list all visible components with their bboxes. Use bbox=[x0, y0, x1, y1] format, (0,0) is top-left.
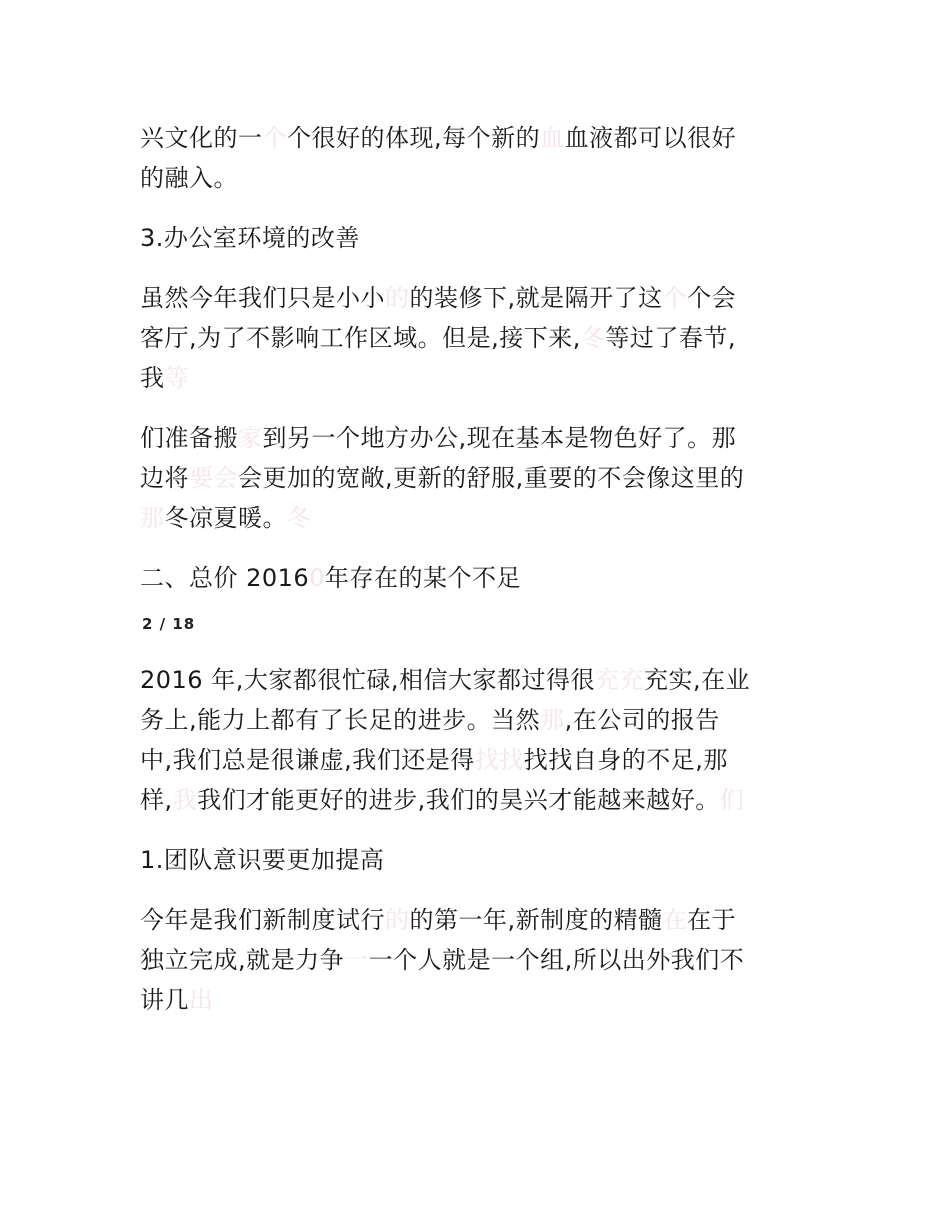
watermark-text: 家 bbox=[238, 424, 263, 452]
text-line: 客厅,为了不影响工作区域。但是,接下来,冬等过了春节, bbox=[140, 324, 737, 352]
paragraph-relocation bbox=[140, 418, 820, 538]
watermark-text: 要会 bbox=[189, 464, 238, 492]
watermark-text: 等 bbox=[164, 364, 189, 392]
watermark-text: 在 bbox=[662, 906, 688, 934]
section-heading-shortcomings: 二、总价 20160年存在的某个不足 bbox=[140, 564, 521, 592]
text-line: 务上,能力上都有了长足的进步。当然那,在公司的报告 bbox=[140, 706, 720, 734]
watermark-text: 找找 bbox=[474, 746, 524, 774]
paragraph-2016-review bbox=[140, 660, 820, 820]
text-line: 边将要会会更加的宽敞,更新的舒服,重要的不会像这里的 bbox=[140, 464, 745, 492]
watermark-text: 冬 bbox=[287, 504, 312, 532]
watermark-text: 血 bbox=[540, 124, 565, 152]
text-line: 我等 bbox=[140, 364, 189, 392]
text-line: 独立完成,就是力争一一个人就是一个组,所以出外我们不 bbox=[140, 946, 745, 974]
section-heading-teamwork: 1.团队意识要更加提高 bbox=[140, 846, 385, 874]
text-line: 虽然今年我们只是小小的的装修下,就是隔开了这个个会 bbox=[140, 284, 737, 312]
paragraph-culture bbox=[140, 118, 820, 198]
watermark-text: 我 bbox=[172, 786, 198, 814]
text-line: 们准备搬家到另一个地方办公,现在基本是物色好了。那 bbox=[140, 424, 737, 452]
page-number: 2 / 18 bbox=[142, 615, 196, 633]
text-line: 兴文化的一个个很好的体现,每个新的血血液都可以很好 bbox=[140, 124, 737, 152]
text-line: 样,我我们才能更好的进步,我们的昊兴才能越来越好。们 bbox=[140, 786, 745, 814]
text-line: 2016 年,大家都很忙碌,相信大家都过得很充充充实,在业 bbox=[140, 666, 751, 694]
watermark-text: 冬 bbox=[580, 324, 606, 352]
watermark-text: 一 bbox=[344, 946, 369, 974]
watermark-text: 的 bbox=[385, 284, 410, 312]
watermark-text: 那 bbox=[140, 504, 165, 532]
text-line: 今年是我们新制度试行的的第一年,新制度的精髓在在于 bbox=[140, 906, 737, 934]
watermark-text: 们 bbox=[719, 786, 745, 814]
section-heading-office: 3.办公室环境的改善 bbox=[140, 224, 360, 252]
text-line: 那冬凉夏暖。冬 bbox=[140, 504, 312, 532]
watermark-text: 个 bbox=[262, 124, 287, 152]
watermark-text: 出 bbox=[189, 986, 214, 1014]
text-line: 中,我们总是很谦虚,我们还是得找找找找自身的不足,那 bbox=[140, 746, 728, 774]
text-line: 的融入。 bbox=[140, 164, 238, 192]
watermark-text: 那 bbox=[540, 706, 565, 734]
watermark-text: 的 bbox=[385, 906, 410, 934]
text-line: 讲几出 bbox=[140, 986, 214, 1014]
watermark-text: 0 bbox=[309, 564, 325, 592]
paragraph-new-system bbox=[140, 900, 820, 1020]
watermark-text: 个 bbox=[662, 284, 688, 312]
paragraph-office bbox=[140, 278, 820, 398]
watermark-text: 充充 bbox=[594, 666, 644, 694]
